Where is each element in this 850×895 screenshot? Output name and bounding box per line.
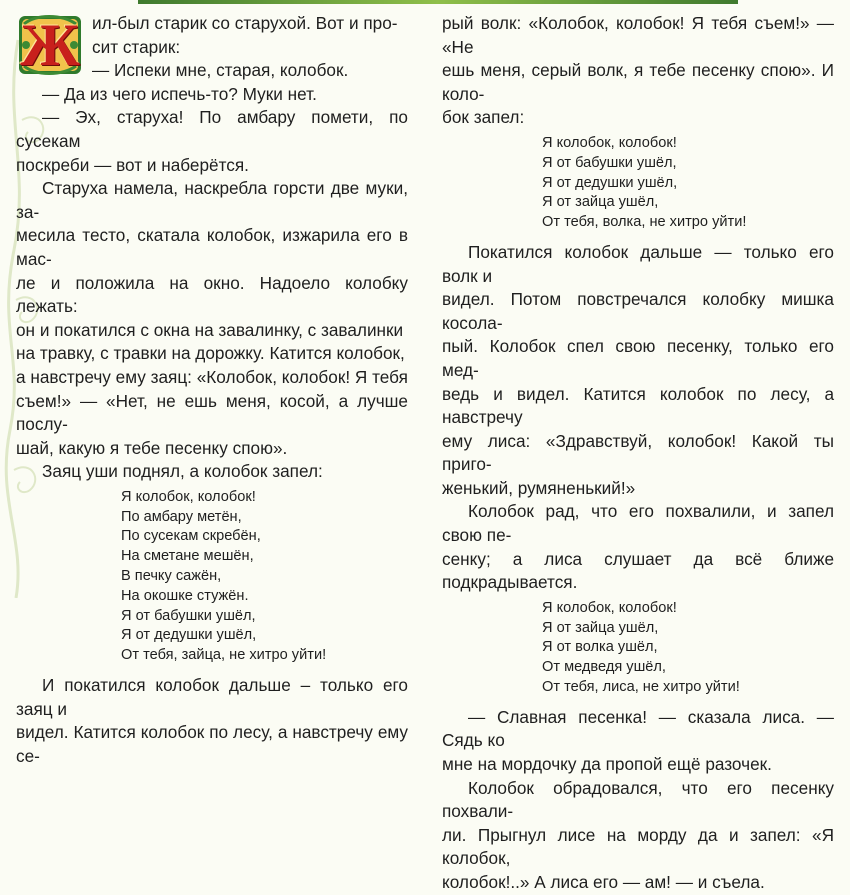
- text-line: а навстречу ему заяц: «Колобок, колобок! Я тебя: [16, 366, 408, 387]
- text-line: Колобок обрадовался, что его песенку похвали-: [442, 777, 834, 822]
- verse-line: На окошке стужён.: [121, 587, 249, 604]
- paragraph: [442, 500, 834, 594]
- verse-line: Я колобок, колобок!: [542, 134, 677, 151]
- verse-line: От тебя, волка, не хитро уйти!: [542, 214, 747, 231]
- paragraph: [16, 106, 408, 177]
- text-line: женький, румяненький!»: [442, 477, 636, 498]
- verse-line: На сметане мешён,: [121, 548, 254, 565]
- verse-line: В печку сажён,: [121, 568, 222, 585]
- text-line: ил-был старик со старухой. Вот и про-: [92, 13, 398, 33]
- verse-line: Я от дедушки ушёл,: [121, 627, 257, 644]
- text-line: на травку, с травки на дорожку. Катится колобок,: [16, 343, 405, 364]
- text-line: сенку; а лиса слушает да всё ближе подкрадывается.: [442, 548, 834, 593]
- verse-line: По амбару метён,: [121, 508, 242, 525]
- text-line: рый волк: «Колобок, колобок! Я тебя съем!» — «Не: [442, 13, 834, 57]
- text-line: съем!» — «Нет, не ешь меня, косой, а лучше послу-: [16, 390, 408, 435]
- text-line: поскреби — вот и наберётся.: [16, 154, 249, 175]
- paragraph: Заяц уши поднял, а колобок запел:: [42, 461, 323, 482]
- text-line: И покатился колобок дальше – только его заяц и: [16, 675, 408, 719]
- song-verse: [16, 488, 408, 666]
- text-line: мне на мордочку да пропой ещё разочек.: [442, 754, 772, 775]
- verse-line: По сусекам скребён,: [121, 528, 261, 545]
- text-line: Старуха намела, наскребла горсти две муки, за-: [16, 178, 408, 222]
- text-line: — Испеки мне, старая, колобок.: [92, 60, 349, 81]
- paragraph: — Да из чего испечь-то? Муки нет.: [42, 83, 317, 104]
- text-line: бок запел:: [442, 107, 525, 128]
- verse-line: Я от бабушки ушёл,: [121, 607, 256, 624]
- text-line: ле и положила на окно. Надоело колобку лежать:: [16, 272, 408, 317]
- text-line: шай, какую я тебе песенку спою».: [16, 437, 288, 458]
- text-line: Колобок рад, что его похвалили, и запел свою пе-: [442, 501, 834, 546]
- text-line: месила тесто, скатала колобок, изжарила его в мас-: [16, 225, 408, 269]
- paragraph: [442, 12, 834, 130]
- paragraph: [16, 674, 408, 768]
- text-line: ли. Прыгнул лисе на морду да и запел: «Я колобок,: [442, 824, 834, 869]
- drop-cap: [16, 12, 84, 78]
- verse-line: Я колобок, колобок!: [121, 488, 256, 505]
- text-line: видел. Катится колобок по лесу, а навстречу ему се-: [16, 722, 408, 766]
- text-line: ему лиса: «Здравствуй, колобок! Какой ты приго-: [442, 430, 834, 475]
- text-line: — Эх, старуха! По амбару помети, по сусекам: [16, 107, 408, 151]
- text-line: сит старик:: [92, 36, 181, 57]
- verse-line: От тебя, зайца, не хитро уйти!: [121, 647, 327, 664]
- right-column: [442, 12, 834, 895]
- verse-line: От медведя ушёл,: [542, 659, 666, 676]
- text-line: он и покатился с окна на завалинку, с завалинки: [16, 319, 404, 340]
- paragraph: [16, 177, 408, 460]
- verse-line: Я от дедушки ушёл,: [542, 174, 678, 191]
- text-line: ведь и видел. Катится колобок по лесу, а навстречу: [442, 383, 834, 428]
- verse-line: От тебя, лиса, не хитро уйти!: [542, 679, 740, 696]
- text-line: видел. Потом повстречался колобку мишка косола-: [442, 289, 834, 333]
- text-line: ешь меня, серый волк, я тебе песенку спою». И коло-: [442, 60, 834, 104]
- paragraph: [442, 706, 834, 777]
- song-verse: [442, 599, 834, 698]
- verse-line: Я от волка ушёл,: [542, 639, 658, 656]
- verse-line: Я от зайца ушёл,: [542, 619, 659, 636]
- paragraph: [442, 241, 834, 501]
- song-verse: [442, 134, 834, 233]
- left-column: [16, 12, 408, 768]
- verse-line: Я от зайца ушёл,: [542, 194, 659, 211]
- text-line: пый. Колобок спел свою песенку, только его мед-: [442, 336, 834, 380]
- paragraph: [442, 777, 834, 895]
- text-line: Покатился колобок дальше — только его волк и: [442, 241, 834, 286]
- drop-cap-letter: Ж: [20, 12, 80, 78]
- top-decorative-bar: [138, 0, 738, 4]
- verse-line: Я от бабушки ушёл,: [542, 154, 677, 171]
- text-line: — Славная песенка! — сказала лиса. — Сядь ко: [442, 706, 834, 751]
- text-line: колобок!..» А лиса его — ам! — и съела.: [442, 872, 765, 892]
- verse-line: Я колобок, колобок!: [542, 599, 677, 616]
